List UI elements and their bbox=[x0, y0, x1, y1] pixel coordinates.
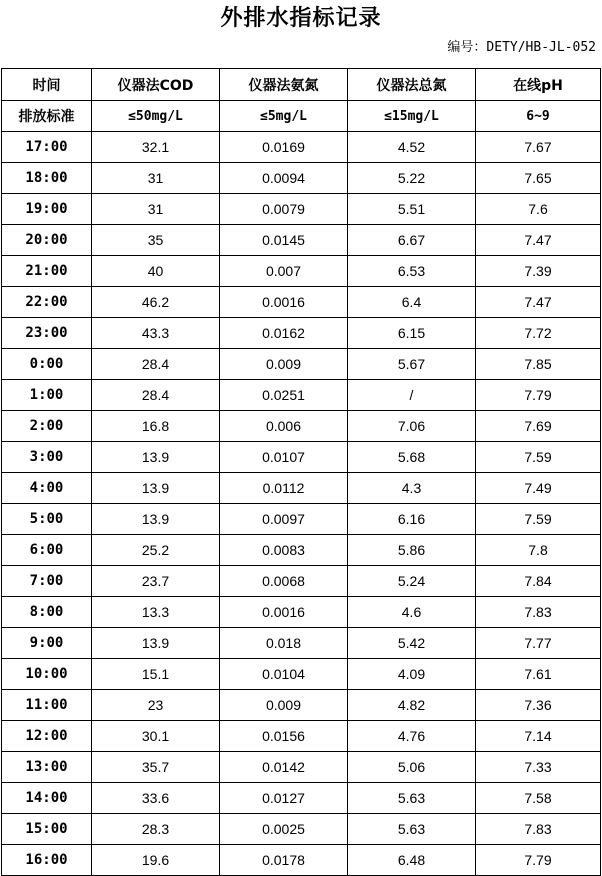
cell-cod: 13.3 bbox=[92, 597, 220, 628]
cell-time: 23:00 bbox=[2, 318, 92, 349]
cell-cod: 35.7 bbox=[92, 752, 220, 783]
cell-ph: 7.33 bbox=[476, 752, 601, 783]
cell-cod: 13.9 bbox=[92, 442, 220, 473]
cell-time: 8:00 bbox=[2, 597, 92, 628]
table-row bbox=[2, 411, 601, 442]
cell-ph: 7.39 bbox=[476, 256, 601, 287]
cell-total-nitrogen: 7.06 bbox=[348, 411, 476, 442]
cell-total-nitrogen: 5.24 bbox=[348, 566, 476, 597]
table-row bbox=[2, 783, 601, 814]
cell-cod: 35 bbox=[92, 225, 220, 256]
cell-ph: 7.79 bbox=[476, 845, 601, 876]
cell-time: 11:00 bbox=[2, 690, 92, 721]
cell-ammonia: 0.0178 bbox=[220, 845, 348, 876]
cell-cod: 33.6 bbox=[92, 783, 220, 814]
cell-time: 5:00 bbox=[2, 504, 92, 535]
cell-ammonia: 0.009 bbox=[220, 349, 348, 380]
cell-ph: 7.84 bbox=[476, 566, 601, 597]
cell-cod: 25.2 bbox=[92, 535, 220, 566]
cell-ammonia: 0.0142 bbox=[220, 752, 348, 783]
cell-time: 14:00 bbox=[2, 783, 92, 814]
cell-time: 17:00 bbox=[2, 132, 92, 163]
cell-ammonia: 0.007 bbox=[220, 256, 348, 287]
table-row bbox=[2, 566, 601, 597]
cell-total-nitrogen: 5.63 bbox=[348, 783, 476, 814]
table-row bbox=[2, 163, 601, 194]
cell-ph: 7.8 bbox=[476, 535, 601, 566]
cell-total-nitrogen: 6.4 bbox=[348, 287, 476, 318]
table-row bbox=[2, 690, 601, 721]
cell-ammonia: 0.0107 bbox=[220, 442, 348, 473]
cell-ph: 7.49 bbox=[476, 473, 601, 504]
cell-ammonia: 0.0156 bbox=[220, 721, 348, 752]
cell-time: 6:00 bbox=[2, 535, 92, 566]
table-row bbox=[2, 132, 601, 163]
cell-total-nitrogen: 5.06 bbox=[348, 752, 476, 783]
cell-ammonia: 0.0127 bbox=[220, 783, 348, 814]
cell-ammonia: 0.0251 bbox=[220, 380, 348, 411]
cell-time: 22:00 bbox=[2, 287, 92, 318]
cell-ph: 7.83 bbox=[476, 597, 601, 628]
cell-cod: 15.1 bbox=[92, 659, 220, 690]
standard-ammonia: ≤5mg/L bbox=[220, 101, 348, 132]
cell-cod: 13.9 bbox=[92, 504, 220, 535]
cell-time: 16:00 bbox=[2, 845, 92, 876]
cell-ammonia: 0.0169 bbox=[220, 132, 348, 163]
cell-cod: 32.1 bbox=[92, 132, 220, 163]
cell-total-nitrogen: 5.51 bbox=[348, 194, 476, 225]
table-row bbox=[2, 752, 601, 783]
table-row bbox=[2, 535, 601, 566]
cell-cod: 23.7 bbox=[92, 566, 220, 597]
table-row bbox=[2, 349, 601, 380]
table-row bbox=[2, 628, 601, 659]
cell-ammonia: 0.0104 bbox=[220, 659, 348, 690]
cell-total-nitrogen: 4.82 bbox=[348, 690, 476, 721]
cell-ph: 7.83 bbox=[476, 814, 601, 845]
cell-cod: 13.9 bbox=[92, 473, 220, 504]
cell-cod: 43.3 bbox=[92, 318, 220, 349]
cell-time: 20:00 bbox=[2, 225, 92, 256]
cell-total-nitrogen: 5.68 bbox=[348, 442, 476, 473]
cell-cod: 13.9 bbox=[92, 628, 220, 659]
table-row bbox=[2, 659, 601, 690]
cell-total-nitrogen: 5.86 bbox=[348, 535, 476, 566]
cell-cod: 40 bbox=[92, 256, 220, 287]
table-row bbox=[2, 721, 601, 752]
table-row bbox=[2, 597, 601, 628]
cell-cod: 31 bbox=[92, 163, 220, 194]
document-code-value: DETY/HB-JL-052 bbox=[486, 40, 596, 55]
column-header-ammonia: 仪器法氨氮 bbox=[220, 69, 348, 101]
cell-ph: 7.79 bbox=[476, 380, 601, 411]
cell-ammonia: 0.009 bbox=[220, 690, 348, 721]
cell-ph: 7.47 bbox=[476, 287, 601, 318]
cell-total-nitrogen: 4.3 bbox=[348, 473, 476, 504]
cell-ammonia: 0.0025 bbox=[220, 814, 348, 845]
standard-ph: 6~9 bbox=[476, 101, 601, 132]
table-row bbox=[2, 380, 601, 411]
cell-time: 0:00 bbox=[2, 349, 92, 380]
cell-cod: 31 bbox=[92, 194, 220, 225]
cell-total-nitrogen: 6.67 bbox=[348, 225, 476, 256]
cell-time: 9:00 bbox=[2, 628, 92, 659]
cell-ph: 7.14 bbox=[476, 721, 601, 752]
cell-total-nitrogen: 5.42 bbox=[348, 628, 476, 659]
standard-row bbox=[2, 101, 601, 132]
table-row bbox=[2, 256, 601, 287]
cell-ph: 7.58 bbox=[476, 783, 601, 814]
column-header-cod: 仪器法COD bbox=[92, 69, 220, 101]
cell-time: 3:00 bbox=[2, 442, 92, 473]
cell-ammonia: 0.0097 bbox=[220, 504, 348, 535]
cell-ammonia: 0.0162 bbox=[220, 318, 348, 349]
cell-time: 12:00 bbox=[2, 721, 92, 752]
cell-ph: 7.77 bbox=[476, 628, 601, 659]
cell-total-nitrogen: 6.15 bbox=[348, 318, 476, 349]
cell-total-nitrogen: 4.6 bbox=[348, 597, 476, 628]
cell-time: 15:00 bbox=[2, 814, 92, 845]
cell-ph: 7.6 bbox=[476, 194, 601, 225]
table-header-row bbox=[2, 69, 601, 101]
cell-ammonia: 0.0145 bbox=[220, 225, 348, 256]
cell-ph: 7.67 bbox=[476, 132, 601, 163]
standard-label: 排放标准 bbox=[2, 101, 92, 132]
cell-ph: 7.72 bbox=[476, 318, 601, 349]
cell-total-nitrogen: 4.09 bbox=[348, 659, 476, 690]
cell-ph: 7.36 bbox=[476, 690, 601, 721]
table-row bbox=[2, 442, 601, 473]
cell-time: 7:00 bbox=[2, 566, 92, 597]
cell-total-nitrogen: 4.52 bbox=[348, 132, 476, 163]
cell-ammonia: 0.0068 bbox=[220, 566, 348, 597]
cell-ph: 7.59 bbox=[476, 442, 601, 473]
cell-cod: 16.8 bbox=[92, 411, 220, 442]
cell-ph: 7.61 bbox=[476, 659, 601, 690]
column-header-total-nitrogen: 仪器法总氮 bbox=[348, 69, 476, 101]
standard-total-nitrogen: ≤15mg/L bbox=[348, 101, 476, 132]
cell-ammonia: 0.0094 bbox=[220, 163, 348, 194]
cell-time: 18:00 bbox=[2, 163, 92, 194]
cell-total-nitrogen: 4.76 bbox=[348, 721, 476, 752]
table-row bbox=[2, 194, 601, 225]
cell-ammonia: 0.0112 bbox=[220, 473, 348, 504]
table-row bbox=[2, 473, 601, 504]
cell-cod: 19.6 bbox=[92, 845, 220, 876]
document-code-label: 编号： bbox=[447, 40, 487, 55]
cell-ammonia: 0.018 bbox=[220, 628, 348, 659]
cell-total-nitrogen: 5.63 bbox=[348, 814, 476, 845]
cell-ph: 7.47 bbox=[476, 225, 601, 256]
cell-time: 19:00 bbox=[2, 194, 92, 225]
table-row bbox=[2, 504, 601, 535]
table-row bbox=[2, 225, 601, 256]
column-header-time: 时间 bbox=[2, 69, 92, 101]
table-row bbox=[2, 318, 601, 349]
cell-total-nitrogen: 5.22 bbox=[348, 163, 476, 194]
cell-ammonia: 0.0079 bbox=[220, 194, 348, 225]
cell-ph: 7.59 bbox=[476, 504, 601, 535]
cell-cod: 30.1 bbox=[92, 721, 220, 752]
column-header-ph: 在线pH bbox=[476, 69, 601, 101]
cell-cod: 23 bbox=[92, 690, 220, 721]
cell-ammonia: 0.0016 bbox=[220, 287, 348, 318]
cell-ph: 7.65 bbox=[476, 163, 601, 194]
cell-total-nitrogen: 6.16 bbox=[348, 504, 476, 535]
cell-ph: 7.85 bbox=[476, 349, 601, 380]
document-code bbox=[0, 38, 602, 68]
cell-ammonia: 0.006 bbox=[220, 411, 348, 442]
cell-time: 21:00 bbox=[2, 256, 92, 287]
cell-total-nitrogen: 6.53 bbox=[348, 256, 476, 287]
cell-total-nitrogen: 5.67 bbox=[348, 349, 476, 380]
cell-cod: 28.4 bbox=[92, 380, 220, 411]
cell-time: 2:00 bbox=[2, 411, 92, 442]
standard-cod: ≤50mg/L bbox=[92, 101, 220, 132]
cell-ammonia: 0.0016 bbox=[220, 597, 348, 628]
cell-cod: 28.3 bbox=[92, 814, 220, 845]
cell-ph: 7.69 bbox=[476, 411, 601, 442]
cell-time: 13:00 bbox=[2, 752, 92, 783]
page-title: 外排水指标记录 bbox=[220, 6, 382, 31]
cell-cod: 28.4 bbox=[92, 349, 220, 380]
cell-time: 4:00 bbox=[2, 473, 92, 504]
cell-total-nitrogen: / bbox=[348, 380, 476, 411]
cell-time: 10:00 bbox=[2, 659, 92, 690]
table-row bbox=[2, 814, 601, 845]
table-row bbox=[2, 845, 601, 876]
cell-time: 1:00 bbox=[2, 380, 92, 411]
cell-ammonia: 0.0083 bbox=[220, 535, 348, 566]
cell-total-nitrogen: 6.48 bbox=[348, 845, 476, 876]
table-row bbox=[2, 287, 601, 318]
records-table bbox=[1, 68, 601, 876]
cell-cod: 46.2 bbox=[92, 287, 220, 318]
